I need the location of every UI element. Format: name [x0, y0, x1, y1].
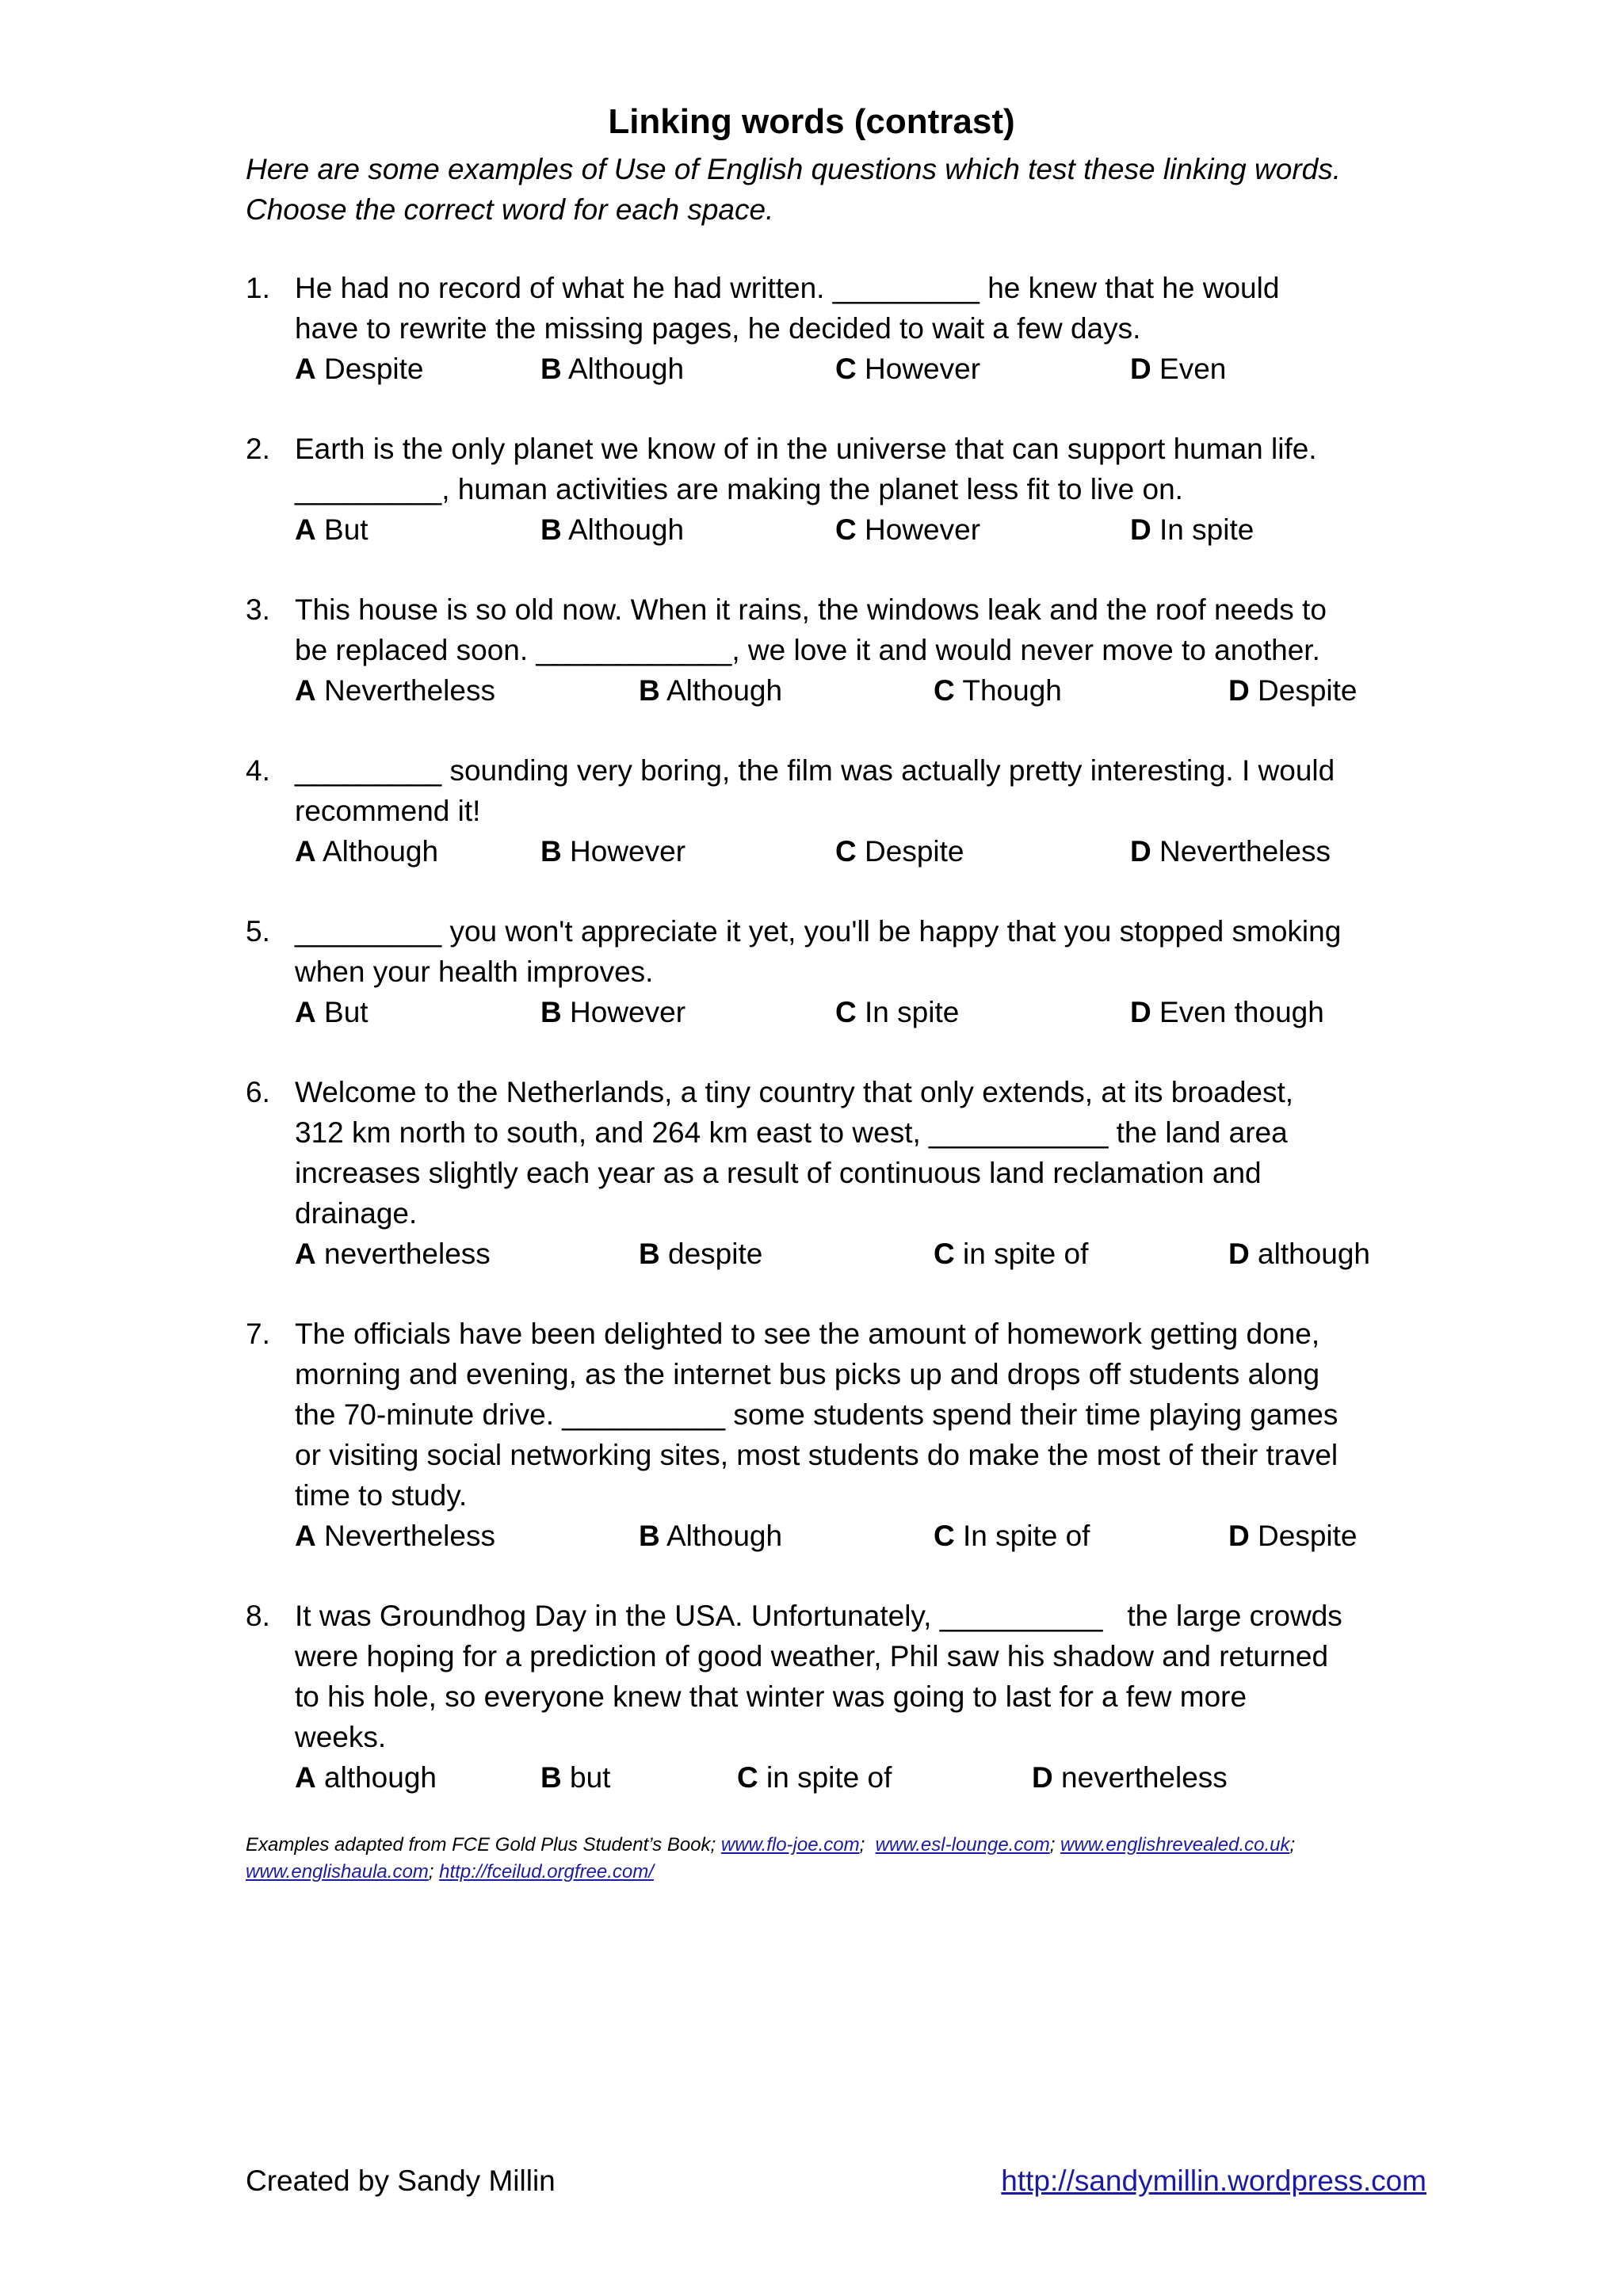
link-englishrevealed[interactable]: www.englishrevealed.co.uk [1060, 1834, 1290, 1855]
question-4 [246, 750, 1395, 871]
question-line: to his hole, so everyone knew that winter was going to last for a few more [295, 1680, 1247, 1713]
question-number: 3. [246, 593, 270, 626]
question-line: It was Groundhog Day in the USA. Unfortunately, __________ the large crowds [295, 1600, 1342, 1632]
question-text [295, 1314, 1395, 1516]
option-c: C However [835, 353, 981, 385]
question-number: 4. [246, 754, 270, 787]
link-esl-lounge[interactable]: www.esl-lounge.com [875, 1834, 1050, 1855]
option-d: D Even [1130, 353, 1227, 385]
answer-options [295, 1516, 1395, 1556]
option-c: C However [835, 513, 981, 546]
question-text [295, 429, 1395, 509]
option-c: C In spite of [934, 1520, 1090, 1552]
option-a: A Despite [295, 353, 424, 385]
link-flo-joe[interactable]: www.flo-joe.com [720, 1834, 860, 1855]
option-b: B Although [639, 1520, 783, 1552]
question-line: He had no record of what he had written. _________ he knew that he would [295, 272, 1280, 304]
question-text [295, 750, 1395, 831]
question-line: Earth is the only planet we know of in the universe that can support human life. [295, 433, 1317, 465]
answer-options [295, 1234, 1395, 1274]
option-c: C Though [934, 674, 1062, 707]
answer-options [295, 509, 1395, 550]
link-englishaula[interactable]: www.englishaula.com [246, 1861, 429, 1882]
option-a: A But [295, 513, 369, 546]
option-a: A although [295, 1761, 437, 1794]
option-d: D Even though [1130, 996, 1324, 1028]
page-title: Linking words (contrast) [608, 102, 1015, 141]
question-line: when your health improves. [295, 955, 654, 988]
option-d: D although [1228, 1238, 1370, 1270]
question-line: 312 km north to south, and 264 km east to west, ___________ the land area [295, 1116, 1288, 1149]
footnote-separator: ; [1049, 1834, 1061, 1855]
question-line: be replaced soon. ____________, we love it and would never move to another. [295, 634, 1320, 666]
footnote-separator: ; [1289, 1834, 1296, 1855]
option-b: B Although [639, 674, 783, 707]
question-5 [246, 911, 1395, 1032]
option-b: B despite [639, 1238, 763, 1270]
question-line: the 70-minute drive. __________ some students spend their time playing games [295, 1398, 1338, 1431]
option-d: D Despite [1228, 674, 1358, 707]
option-b: B Although [540, 353, 685, 385]
option-c: C in spite of [934, 1238, 1089, 1270]
footnote-prefix: Examples adapted from FCE Gold Plus Student’s Book; [246, 1834, 721, 1855]
option-d: D nevertheless [1032, 1761, 1228, 1794]
question-line: This house is so old now. When it rains, the windows leak and the roof needs to [295, 593, 1327, 626]
question-line: increases slightly each year as a result of continuous land reclamation and [295, 1157, 1262, 1189]
question-number: 5. [246, 915, 270, 948]
intro-instructions [246, 149, 1482, 230]
question-3 [246, 589, 1395, 711]
question-line: have to rewrite the missing pages, he decided to wait a few days. [295, 312, 1141, 345]
question-text [295, 1072, 1395, 1234]
option-a: A Nevertheless [295, 1520, 495, 1552]
question-line: morning and evening, as the internet bus picks up and drops off students along [295, 1358, 1320, 1390]
question-line: _________ sounding very boring, the film was actually pretty interesting. I would [295, 754, 1335, 787]
question-line: The officials have been delighted to see the amount of homework getting done, [295, 1318, 1320, 1350]
answer-options [295, 831, 1395, 871]
question-line: Welcome to the Netherlands, a tiny country that only extends, at its broadest, [295, 1076, 1294, 1108]
question-line: time to study. [295, 1479, 468, 1512]
option-d: D In spite [1130, 513, 1254, 546]
author-credit: Created by Sandy Millin [246, 2164, 556, 2197]
question-2 [246, 429, 1395, 550]
question-7 [246, 1314, 1395, 1556]
option-c: C In spite [835, 996, 960, 1028]
option-b: B However [540, 835, 686, 868]
question-text [295, 1596, 1395, 1757]
question-text [295, 589, 1395, 670]
option-d: D Despite [1228, 1520, 1358, 1552]
sources-footnote [246, 1832, 1434, 1886]
option-a: A Nevertheless [295, 674, 495, 707]
question-line: were hoping for a prediction of good weather, Phil saw his shadow and returned [295, 1640, 1329, 1672]
question-6 [246, 1072, 1395, 1274]
question-number: 6. [246, 1076, 270, 1108]
footnote-separator: ; [859, 1834, 876, 1855]
option-a: A Although [295, 835, 439, 868]
question-line: _________ you won't appreciate it yet, you'll be happy that you stopped smoking [295, 915, 1342, 948]
question-8 [246, 1596, 1395, 1798]
option-c: C in spite of [737, 1761, 892, 1794]
option-a: A But [295, 996, 369, 1028]
question-number: 7. [246, 1318, 270, 1350]
question-number: 8. [246, 1600, 270, 1632]
question-text [295, 911, 1395, 992]
question-line: drainage. [295, 1197, 418, 1230]
answer-options [295, 670, 1395, 711]
question-line: _________, human activities are making the planet less fit to live on. [295, 473, 1183, 505]
author-website-link[interactable]: http://sandymillin.wordpress.com [1001, 2164, 1426, 2197]
question-text [295, 268, 1395, 349]
option-a: A nevertheless [295, 1238, 491, 1270]
answer-options [295, 992, 1395, 1032]
answer-options [295, 349, 1395, 389]
link-fceilud[interactable]: http://fceilud.orgfree.com/ [439, 1861, 654, 1882]
option-b: B However [540, 996, 686, 1028]
question-line: or visiting social networking sites, most students do make the most of their travel [295, 1439, 1338, 1471]
option-b: B Although [540, 513, 685, 546]
question-line: weeks. [295, 1721, 387, 1753]
option-c: C Despite [835, 835, 964, 868]
intro-line: Choose the correct word for each space. [246, 193, 774, 226]
question-number: 1. [246, 272, 270, 304]
option-b: B but [540, 1761, 611, 1794]
footnote-separator: ; [428, 1861, 440, 1882]
question-line: recommend it! [295, 795, 481, 827]
answer-options [295, 1757, 1395, 1798]
question-number: 2. [246, 433, 270, 465]
intro-line: Here are some examples of Use of English questions which test these linking words. [246, 153, 1342, 185]
option-d: D Nevertheless [1130, 835, 1331, 868]
question-1 [246, 268, 1395, 389]
question-list [246, 268, 1395, 1837]
